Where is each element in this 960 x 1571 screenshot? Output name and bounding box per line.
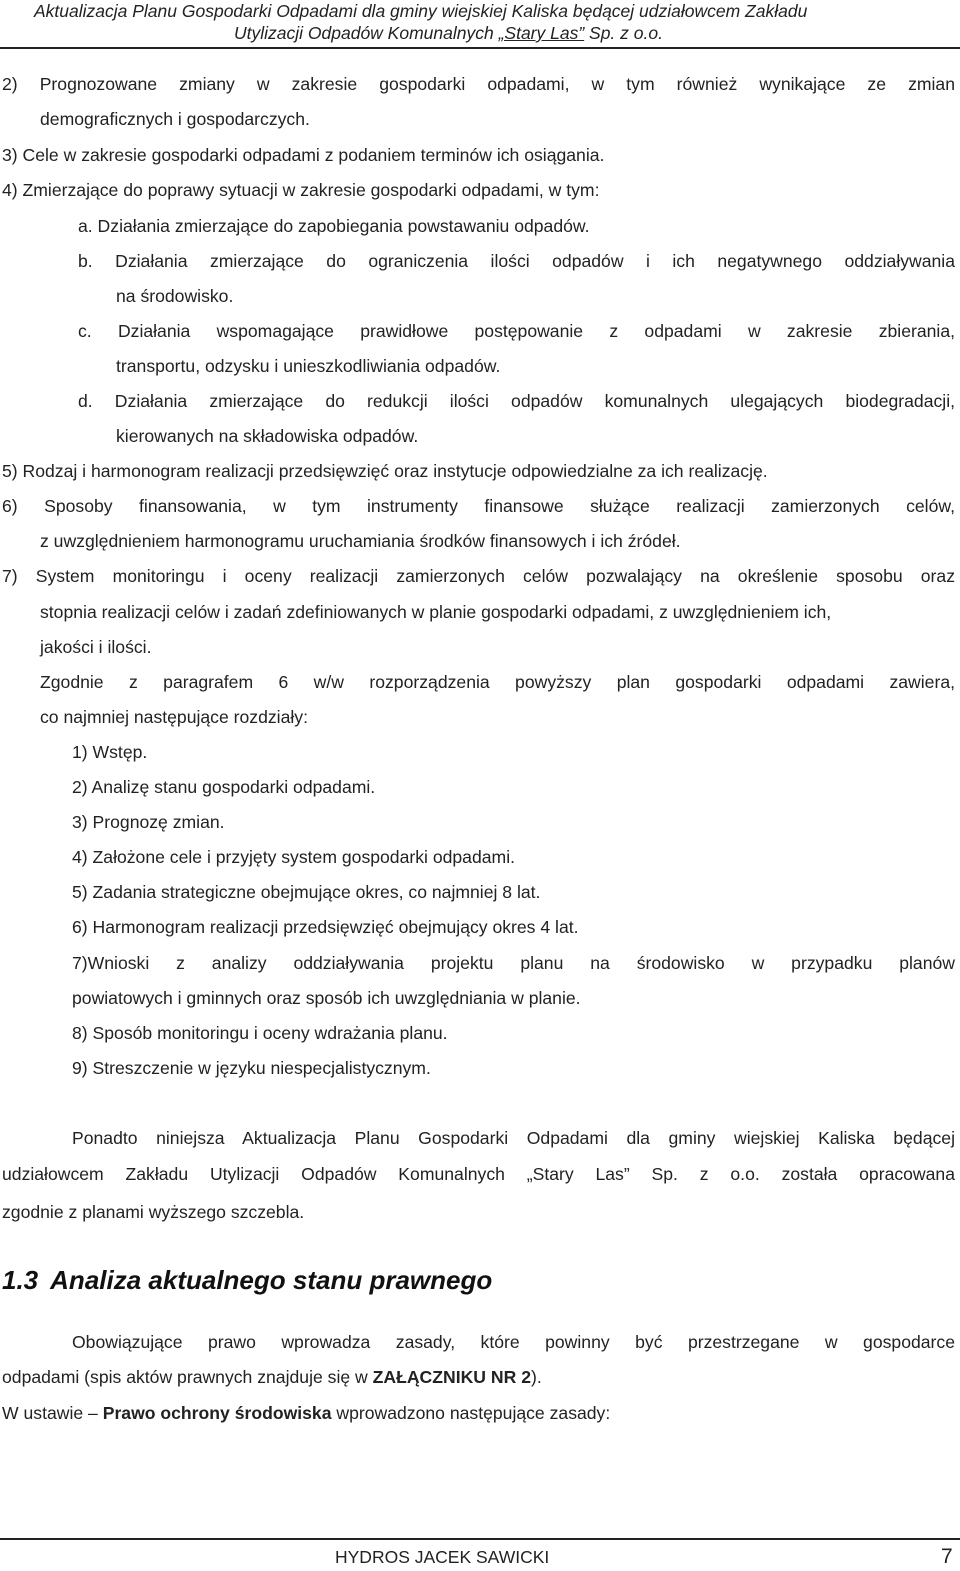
law-line-2-text: odpadami (spis aktów prawnych znajduje się w bbox=[2, 1367, 373, 1387]
list-item-7-cont-2: jakości i ilości. bbox=[40, 637, 152, 657]
list-item-4b-cont: na środowisko. bbox=[116, 286, 234, 306]
chapter-item-9: 9) Streszczenie w języku niespecjalistycznym. bbox=[72, 1058, 431, 1078]
list-item-4: 4) Zmierzające do poprawy sytuacji w zakresie gospodarki odpadami, w tym: bbox=[2, 180, 600, 200]
header-line-2-start: Utylizacji Odpadów Komunalnych bbox=[234, 23, 499, 43]
chapter-item-8: 8) Sposób monitoringu i oceny wdrażania planu. bbox=[72, 1023, 448, 1043]
footer-author: HYDROS JACEK SAWICKI bbox=[335, 1547, 550, 1567]
ponadto-line-1: Ponadto niniejsza Aktualizacja Planu Gospodarki Odpadami dla gminy wiejskiej Kaliska będącej bbox=[72, 1128, 955, 1148]
list-item-6-cont: z uwzględnieniem harmonogramu uruchamiania środków finansowych i ich źródeł. bbox=[40, 531, 681, 551]
list-item-2: 2) Prognozowane zmiany w zakresie gospodarki odpadami, w tym również wynikające ze zmian bbox=[2, 74, 955, 94]
list-item-4a: a. Działania zmierzające do zapobiegania powstawaniu odpadów. bbox=[78, 216, 590, 236]
chapter-item-4: 4) Założone cele i przyjęty system gospodarki odpadami. bbox=[72, 847, 515, 867]
ponadto-line-2: udziałowcem Zakładu Utylizacji Odpadów Komunalnych „Stary Las” Sp. z o.o. została opracowana bbox=[2, 1164, 955, 1184]
law-line-3-text: W ustawie – bbox=[2, 1403, 103, 1423]
law-line-2 bbox=[2, 1366, 542, 1388]
law-line-1: Obowiązujące prawo wprowadza zasady, które powinny być przestrzegane w gospodarce bbox=[72, 1332, 955, 1352]
law-line-3 bbox=[2, 1402, 610, 1424]
header-line-2-end: Sp. z o.o. bbox=[584, 23, 663, 43]
list-item-4c: c. Działania wspomagające prawidłowe postępowanie z odpadami w zakresie zbierania, bbox=[78, 321, 955, 341]
list-item-3: 3) Cele w zakresie gospodarki odpadami z podaniem terminów ich osiągania. bbox=[2, 145, 605, 165]
header-line-1: Aktualizacja Planu Gospodarki Odpadami dla gminy wiejskiej Kaliska będącej udziałowcem Zakładu bbox=[34, 1, 808, 21]
list-item-4d-cont: kierowanych na składowiska odpadów. bbox=[116, 426, 419, 446]
running-header bbox=[0, 0, 960, 46]
header-company-name: „Stary Las” bbox=[498, 23, 585, 43]
chapter-item-2: 2) Analizę stanu gospodarki odpadami. bbox=[72, 777, 376, 797]
header-divider bbox=[0, 47, 960, 49]
paragraph-6-line-1: Zgodnie z paragrafem 6 w/w rozporządzenia powyższy plan gospodarki odpadami zawiera, bbox=[40, 672, 955, 692]
chapter-item-1: 1) Wstęp. bbox=[72, 742, 148, 762]
ponadto-line-3: zgodnie z planami wyższego szczebla. bbox=[2, 1202, 305, 1222]
act-name: Prawo ochrony środowiska bbox=[102, 1403, 332, 1423]
list-item-5: 5) Rodzaj i harmonogram realizacji przedsięwzięć oraz instytucje odpowiedzialne za ich realizację. bbox=[2, 461, 768, 481]
footer-divider bbox=[0, 1538, 960, 1540]
annex-reference: ZAŁĄCZNIKU NR 2 bbox=[372, 1367, 531, 1387]
law-line-3-end: wprowadzono następujące zasady: bbox=[331, 1403, 611, 1423]
chapter-item-6: 6) Harmonogram realizacji przedsięwzięć obejmujący okres 4 lat. bbox=[72, 917, 579, 937]
chapter-item-7-cont: powiatowych i gminnych oraz sposób ich uwzględniania w planie. bbox=[72, 988, 581, 1008]
list-item-4b: b. Działania zmierzające do ograniczenia ilości odpadów i ich negatywnego oddziaływania bbox=[78, 251, 955, 271]
list-item-4c-cont: transportu, odzysku i unieszkodliwiania odpadów. bbox=[116, 356, 501, 376]
chapter-item-7: 7)Wnioski z analizy oddziaływania projektu planu na środowisko w przypadku planów bbox=[72, 953, 955, 973]
list-item-4d: d. Działania zmierzające do redukcji ilości odpadów komunalnych ulegających biodegradacji, bbox=[78, 391, 955, 411]
section-number: 1.3 bbox=[2, 1265, 39, 1295]
section-heading bbox=[2, 1264, 492, 1296]
list-item-2-cont: demograficznych i gospodarczych. bbox=[40, 109, 310, 129]
section-title: Analiza aktualnego stanu prawnego bbox=[50, 1265, 493, 1295]
chapter-item-3: 3) Prognozę zmian. bbox=[72, 812, 225, 832]
list-item-7-cont-1: stopnia realizacji celów i zadań zdefiniowanych w planie gospodarki odpadami, z uwzględnieniem ich, bbox=[40, 602, 832, 622]
law-line-2-end: ). bbox=[530, 1367, 542, 1387]
header-line-2 bbox=[234, 23, 663, 44]
page-number: 7 bbox=[941, 1545, 953, 1568]
chapter-item-5: 5) Zadania strategiczne obejmujące okres, co najmniej 8 lat. bbox=[72, 882, 541, 902]
paragraph-6-line-2: co najmniej następujące rozdziały: bbox=[40, 707, 308, 727]
list-item-6: 6) Sposoby finansowania, w tym instrumenty finansowe służące realizacji zamierzonych celów, bbox=[2, 496, 955, 516]
list-item-7: 7) System monitoringu i oceny realizacji zamierzonych celów pozwalający na określenie sposobu oraz bbox=[2, 566, 955, 586]
